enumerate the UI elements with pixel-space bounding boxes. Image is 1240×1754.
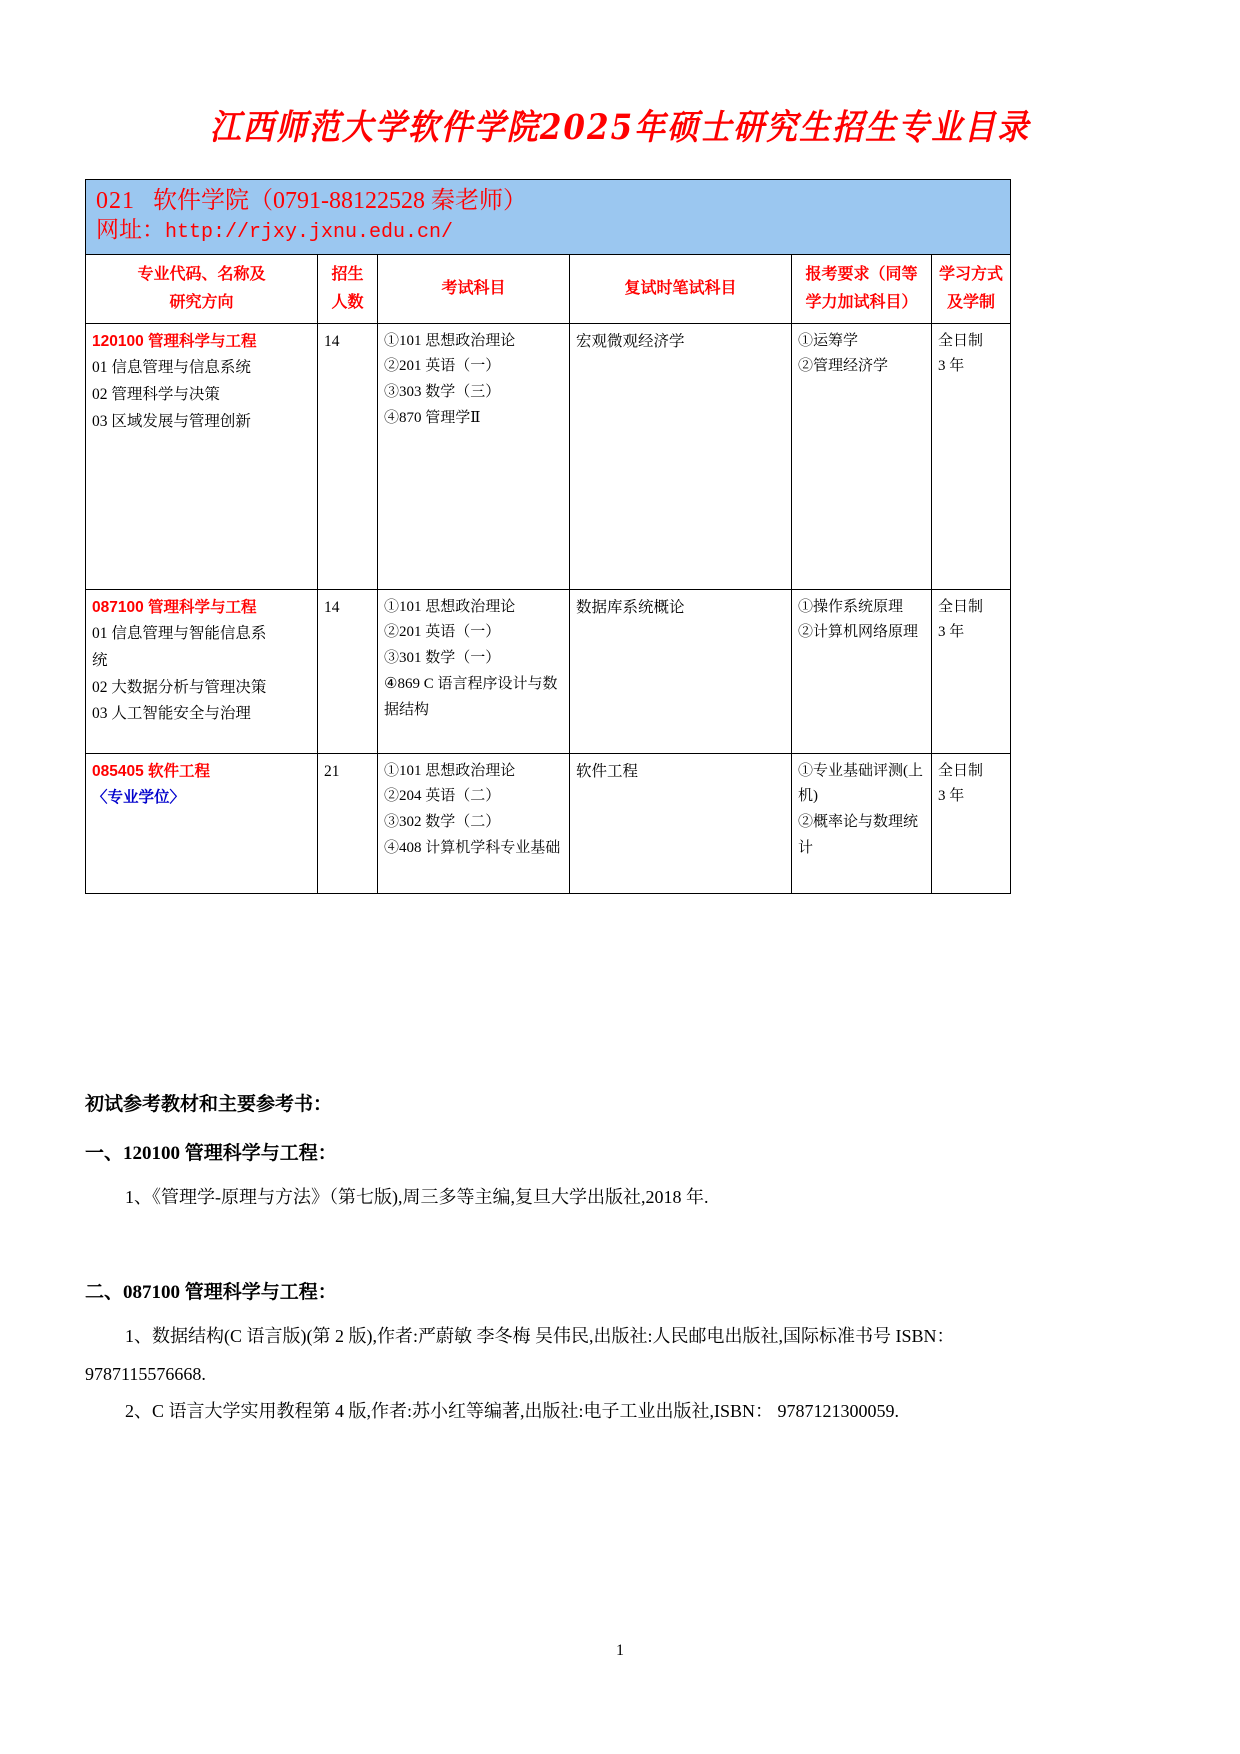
row-study-mode-cell xyxy=(932,589,1011,753)
research-direction: 01 信息管理与智能信息系 xyxy=(92,625,267,643)
table-row xyxy=(86,589,1011,753)
requirement-item: ①运筹学 xyxy=(798,332,859,349)
row-exam-cell xyxy=(378,753,570,893)
row-major-cell xyxy=(86,753,318,893)
row-retest-cell xyxy=(570,589,792,753)
exam-subject: 据结构 xyxy=(384,701,430,718)
row-quota-cell: 14 xyxy=(318,323,378,589)
exam-subject: ②204 英语（二） xyxy=(384,788,501,805)
retest-subject: 软件工程 xyxy=(576,762,639,780)
professional-degree-label: 〈专业学位〉 xyxy=(92,789,186,807)
header-study-mode xyxy=(932,254,1011,323)
header-quota-line1: 招生 xyxy=(331,265,364,283)
admissions-table xyxy=(85,179,1011,893)
header-quota xyxy=(318,254,378,323)
header-requirements-line1: 报考要求（同等 xyxy=(805,265,918,283)
research-direction: 02 大数据分析与管理决策 xyxy=(92,678,267,696)
row-major-cell xyxy=(86,589,318,753)
row-quota-cell: 14 xyxy=(318,589,378,753)
row-study-mode-cell xyxy=(932,753,1011,893)
exam-subject: ④869 C 语言程序设计与数 xyxy=(384,676,558,692)
page-number: 1 xyxy=(616,1642,624,1659)
row-major-cell xyxy=(86,323,318,589)
header-study-mode-line1: 学习方式 xyxy=(939,265,1004,283)
header-major xyxy=(86,254,318,323)
table-row xyxy=(86,323,1011,589)
row-retest-cell xyxy=(570,323,792,589)
header-retest-line1: 复试时笔试科目 xyxy=(624,279,737,297)
study-mode: 全日制 xyxy=(938,332,984,349)
retest-subject: 宏观微观经济学 xyxy=(576,332,685,350)
table-banner-row xyxy=(86,180,1011,254)
research-direction: 统 xyxy=(92,651,108,669)
header-major-line2: 研究方向 xyxy=(169,293,234,311)
exam-subject: ①101 思想政治理论 xyxy=(384,332,516,349)
header-requirements-line2: 学力加试科目） xyxy=(805,293,918,311)
reference-item: 2、C 语言大学实用教程第 4 版,作者:苏小红等编著,出版社:电子工业出版社,ISBN： 9787121300059. xyxy=(125,1401,900,1422)
reference-item-continued: 9787115576668. xyxy=(85,1363,206,1384)
header-exam-line1: 考试科目 xyxy=(441,279,506,297)
website-url[interactable]: http://rjxy.jxnu.edu.cn/ xyxy=(165,221,454,245)
row-exam-cell xyxy=(378,589,570,753)
study-mode: 全日制 xyxy=(938,762,984,779)
department-name: 软件学院（0791-88122528 秦老师） xyxy=(153,188,527,215)
header-study-mode-line2: 及学制 xyxy=(947,293,996,311)
study-mode: 全日制 xyxy=(938,598,984,615)
department-heading xyxy=(96,186,1000,216)
study-duration: 3 年 xyxy=(938,624,965,641)
research-direction: 01 信息管理与信息系统 xyxy=(92,359,251,377)
exam-subject: ④408 计算机学科专业基础 xyxy=(384,840,561,856)
exam-subject: ④870 管理学Ⅱ xyxy=(384,410,481,426)
requirement-item: ②概率论与数理统 xyxy=(798,814,919,831)
website-label: 网址： xyxy=(96,217,165,243)
exam-subject: ①101 思想政治理论 xyxy=(384,598,516,615)
reference-heading: 初试参考教材和主要参考书： xyxy=(85,1093,333,1115)
header-exam-subjects xyxy=(378,254,570,323)
requirement-item: ①专业基础评测(上 xyxy=(798,762,923,779)
major-code-name: 120100 管理科学与工程 xyxy=(92,332,257,350)
reference-books-section xyxy=(85,1090,1155,1428)
research-direction: 03 区域发展与管理创新 xyxy=(92,412,251,430)
row-exam-cell xyxy=(378,323,570,589)
reference-item: 1、《管理学-原理与方法》（第七版),周三多等主编,复旦大学出版社,2018 年. xyxy=(125,1187,709,1208)
row-quota-cell: 21 xyxy=(318,753,378,893)
header-requirements xyxy=(792,254,932,323)
major-code-name: 087100 管理科学与工程 xyxy=(92,598,257,616)
research-direction: 02 管理科学与决策 xyxy=(92,385,220,403)
admissions-table-wrapper xyxy=(85,179,1155,893)
exam-subject: ②201 英语（一） xyxy=(384,358,501,375)
exam-subject: ①101 思想政治理论 xyxy=(384,762,516,779)
section-spacer xyxy=(85,1220,1155,1242)
table-row xyxy=(86,753,1011,893)
department-banner xyxy=(86,180,1011,254)
row-retest-cell xyxy=(570,753,792,893)
requirement-item: 计 xyxy=(798,840,814,856)
reference-section-heading: 一、120100 管理科学与工程： xyxy=(85,1143,337,1165)
reference-item: 1、数据结构(C 语言版)(第 2 版),作者:严蔚敏 李冬梅 吴伟民,出版社:人民邮电出版社,国际标准书号 ISBN： xyxy=(125,1326,955,1347)
header-major-line1: 专业代码、名称及 xyxy=(137,265,266,283)
retest-subject: 数据库系统概论 xyxy=(576,598,685,616)
page-title: 江西师范大学软件学院2025年硕士研究生招生专业目录 xyxy=(209,107,1031,148)
requirement-item: ②计算机网络原理 xyxy=(798,624,919,641)
header-retest-subjects xyxy=(570,254,792,323)
row-study-mode-cell xyxy=(932,323,1011,589)
requirement-item: ①操作系统原理 xyxy=(798,598,904,615)
exam-subject: ③302 数学（二） xyxy=(384,814,501,831)
department-website xyxy=(96,216,1000,245)
header-quota-line2: 人数 xyxy=(331,293,364,311)
department-code: 021 xyxy=(96,188,135,215)
requirement-item: ②管理经济学 xyxy=(798,358,889,375)
major-code-name: 085405 软件工程 xyxy=(92,762,211,780)
exam-subject: ②201 英语（一） xyxy=(384,624,501,641)
research-direction: 03 人工智能安全与治理 xyxy=(92,705,251,723)
exam-subject: ③301 数学（一） xyxy=(384,650,501,667)
study-duration: 3 年 xyxy=(938,788,965,805)
reference-section-heading: 二、087100 管理科学与工程： xyxy=(85,1281,337,1303)
row-requirements-cell xyxy=(792,753,932,893)
table-header-row xyxy=(86,254,1011,323)
exam-subject: ③303 数学（三） xyxy=(384,384,501,401)
study-duration: 3 年 xyxy=(938,358,965,375)
row-requirements-cell xyxy=(792,323,932,589)
requirement-item: 机) xyxy=(798,788,818,805)
row-requirements-cell xyxy=(792,589,932,753)
